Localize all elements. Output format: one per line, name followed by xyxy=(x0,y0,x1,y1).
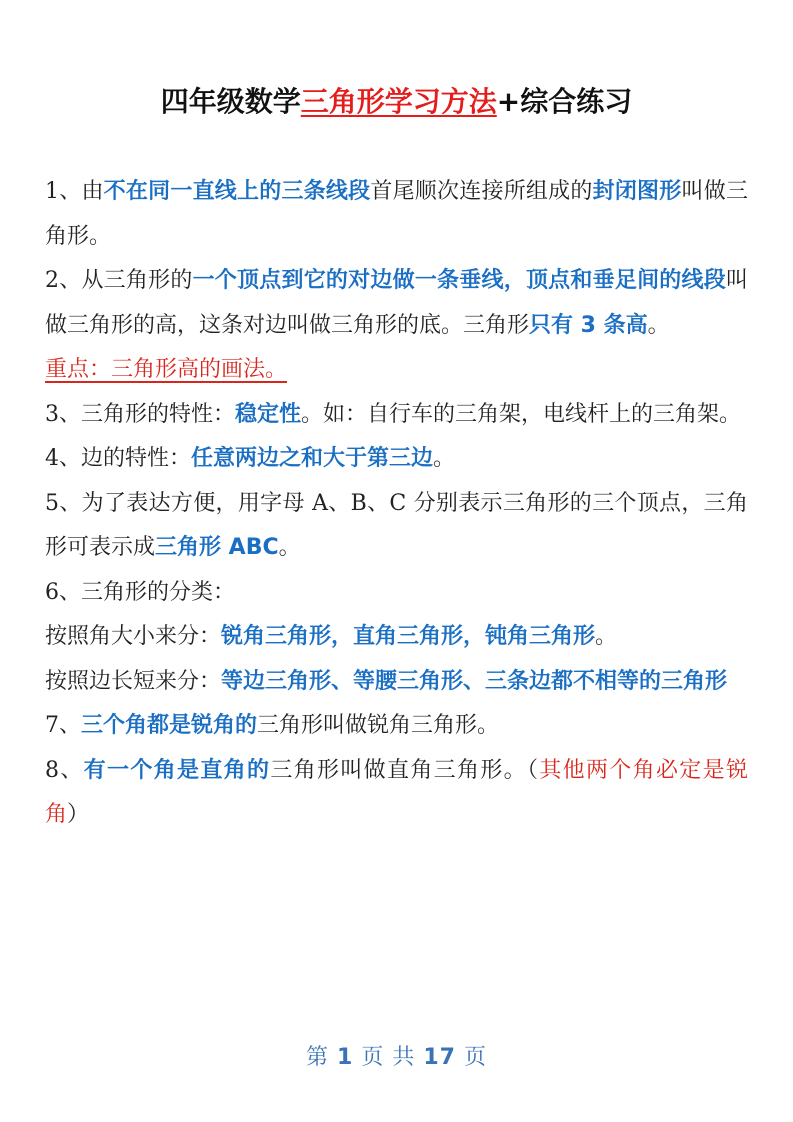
page-title xyxy=(0,80,793,120)
emphasis: 一个顶点到它的对边做一条垂线 xyxy=(192,268,504,293)
paragraph-3 xyxy=(45,393,748,438)
paragraph-4 xyxy=(45,437,748,482)
text: 。 xyxy=(278,535,301,560)
text: 1、由 xyxy=(45,179,104,204)
page-number: 1 xyxy=(337,1045,354,1070)
text: 。 xyxy=(433,446,456,471)
page-footer xyxy=(0,1040,793,1071)
emphasis: 三个角都是锐角的 xyxy=(81,713,258,738)
emphasis: 封闭图形 xyxy=(592,179,682,204)
title-prefix: 四年级数学 xyxy=(160,85,301,118)
key-point: 重点：三角形高的画法。 xyxy=(45,357,288,382)
emphasis: 只有 3 条高 xyxy=(529,312,648,338)
document-body xyxy=(45,170,748,838)
title-suffix: +综合练习 xyxy=(496,85,633,118)
paragraph-1 xyxy=(45,170,748,259)
emphasis: 任意两边之和大于第三边 xyxy=(191,446,434,471)
paragraph-5 xyxy=(45,482,748,571)
text: 三角形叫做直角三角形。（ xyxy=(270,757,540,783)
text: 3、三角形的特性： xyxy=(45,401,235,427)
emphasis: ， xyxy=(503,268,526,293)
text: 8、 xyxy=(45,757,84,783)
text: 按照边长短来分： xyxy=(45,668,222,694)
text: 6、三角形的分类： xyxy=(45,579,235,605)
paragraph-6b xyxy=(45,660,748,705)
footer-text: 页 xyxy=(463,1045,487,1070)
text: 三角形叫做锐角三角形。 xyxy=(257,713,500,738)
text: 2、从三角形的 xyxy=(45,268,193,293)
text: ） xyxy=(67,802,90,827)
page-total: 17 xyxy=(423,1045,456,1070)
text: 。 xyxy=(647,312,670,338)
title-highlight: 三角形学习方法 xyxy=(300,85,497,118)
paragraph-2 xyxy=(45,259,748,348)
emphasis: 不在同一直线上的三条线段 xyxy=(103,179,371,204)
text: 叫做三角形。 xyxy=(45,179,748,249)
text: 。 xyxy=(595,624,618,649)
footer-text: 页 共 xyxy=(361,1045,416,1070)
footer-text: 第 xyxy=(306,1045,330,1070)
text: 。如：自行车的三角架，电线杆上的三角架。 xyxy=(301,401,742,427)
emphasis: 有一个角是直角的 xyxy=(83,757,271,783)
emphasis: 三角形 ABC xyxy=(155,535,279,560)
note: 其他两个角必定是锐角 xyxy=(45,757,748,827)
paragraph-8 xyxy=(45,749,748,838)
text: 7、 xyxy=(45,713,81,738)
text: 4、边的特性： xyxy=(45,446,191,471)
text: 首尾顺次连接所组成的 xyxy=(370,179,593,204)
text: 叫做三角形的高，这条对边叫做三角形的底。三角形 xyxy=(45,268,748,338)
emphasis: 等边三角形、等腰三角形、三条边都不相等的三角形 xyxy=(221,668,728,694)
emphasis: 稳定性 xyxy=(235,401,302,427)
emphasis: 顶点和垂足间的线段 xyxy=(525,268,726,293)
paragraph-6a xyxy=(45,615,748,660)
text: 5、为了表达方便，用字母 A、B、C 分别表示三角形的三个顶点，三角形可表示成 xyxy=(45,490,748,560)
text: 按照角大小来分： xyxy=(45,624,222,649)
paragraph-6 xyxy=(45,571,748,616)
paragraph-7 xyxy=(45,704,748,749)
emphasis: 锐角三角形，直角三角形，钝角三角形 xyxy=(221,624,596,649)
